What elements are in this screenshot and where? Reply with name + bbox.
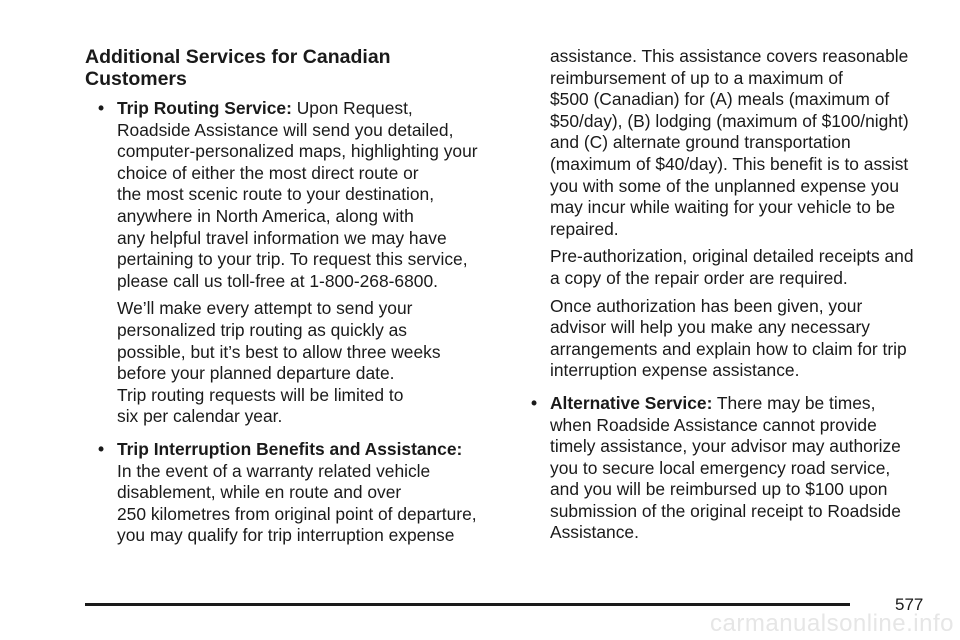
trip-interruption-continued: [550, 46, 935, 240]
trip-routing-lead: Upon Request,: [291, 98, 413, 118]
text-line: (maximum of $40/day). This benefit is to assist: [550, 153, 909, 174]
text-line: timely assistance, your advisor may authorize: [550, 436, 901, 457]
heading-line: Customers: [85, 68, 187, 90]
bullet-item-trip-interruption: [85, 439, 505, 547]
text-line: before your planned departure date.: [117, 363, 395, 384]
text-line: and (C) alternate ground transportation: [550, 132, 851, 153]
heading-line: Additional Services for Canadian: [85, 46, 391, 68]
authorization-paragraph: [550, 296, 935, 382]
text-line: a copy of the repair order are required.: [550, 267, 848, 288]
preauth-paragraph: [550, 246, 935, 289]
trip-routing-followup: [117, 298, 505, 428]
text-line: interruption expense assistance.: [550, 360, 800, 381]
text-line: Once authorization has been given, your: [550, 295, 863, 316]
watermark: carmanualsonline.info: [710, 610, 954, 637]
text-line: the most scenic route to your destination,: [117, 184, 435, 205]
text-line: disablement, while en route and over: [117, 482, 402, 503]
bullet-item-alternative-service: [518, 393, 935, 544]
text-line: and you will be reimbursed up to $100 upon: [550, 479, 888, 500]
bullet-icon: •: [98, 98, 105, 118]
text-line: reimbursement of up to a maximum of: [550, 67, 843, 88]
text-line: anywhere in North America, along with: [117, 205, 414, 226]
text-line: possible, but it’s best to allow three weeks: [117, 341, 441, 362]
text-line: may incur while waiting for your vehicle to be: [550, 197, 896, 218]
text-line: you with some of the unplanned expense you: [550, 175, 900, 196]
trip-routing-paragraph: [117, 98, 505, 292]
text-line: any helpful travel information we may have: [117, 227, 447, 248]
alternative-service-label: Alternative Service:: [550, 392, 713, 413]
text-line: Pre-authorization, original detailed receipts and: [550, 246, 914, 267]
text-line: In the event of a warranty related vehicle: [117, 460, 431, 481]
text-line: repaired.: [550, 218, 619, 239]
text-line: Trip routing requests will be limited to: [117, 384, 404, 405]
text-line: We’ll make every attempt to send your: [117, 298, 413, 319]
trip-routing-label: Trip Routing Service:: [117, 98, 292, 118]
section-heading: [85, 46, 505, 90]
alternative-service-paragraph: [550, 393, 935, 544]
text-line: when Roadside Assistance cannot provide: [550, 414, 877, 435]
bullet-item-trip-routing: [85, 98, 505, 428]
text-line: $500 (Canadian) for (A) meals (maximum of: [550, 89, 890, 110]
text-line: personalized trip routing as quickly as: [117, 319, 407, 340]
alternative-service-lead: There may be times,: [712, 392, 876, 413]
left-column: [85, 46, 505, 547]
trip-interruption-label: Trip Interruption Benefits and Assistance:: [117, 438, 463, 459]
text-line: Assistance.: [550, 522, 639, 543]
trip-interruption-paragraph: [117, 439, 505, 547]
page-number: 577: [895, 595, 924, 614]
bullet-icon: •: [98, 438, 105, 459]
text-line: submission of the original receipt to Roadside: [550, 500, 901, 521]
text-line: computer-personalized maps, highlighting your: [117, 141, 478, 162]
text-line: assistance. This assistance covers reasonable: [550, 46, 909, 66]
text-line: advisor will help you make any necessary: [550, 317, 870, 338]
text-line: choice of either the most direct route or: [117, 162, 419, 183]
text-line: please call us toll-free at 1-800-268-6800.: [117, 270, 438, 291]
text-line: arrangements and explain how to claim for trip: [550, 338, 907, 359]
text-line: you to secure local emergency road service,: [550, 457, 891, 478]
text-line: you may qualify for trip interruption expense: [117, 525, 455, 546]
text-line: 250 kilometres from original point of departure,: [117, 503, 477, 524]
right-column: [531, 46, 935, 544]
bullet-icon: •: [531, 392, 538, 413]
footer-rule: [85, 603, 850, 606]
text-line: Roadside Assistance will send you detailed,: [117, 119, 454, 140]
text-line: pertaining to your trip. To request this service,: [117, 249, 468, 270]
text-line: six per calendar year.: [117, 406, 283, 427]
text-line: $50/day), (B) lodging (maximum of $100/night): [550, 110, 909, 131]
